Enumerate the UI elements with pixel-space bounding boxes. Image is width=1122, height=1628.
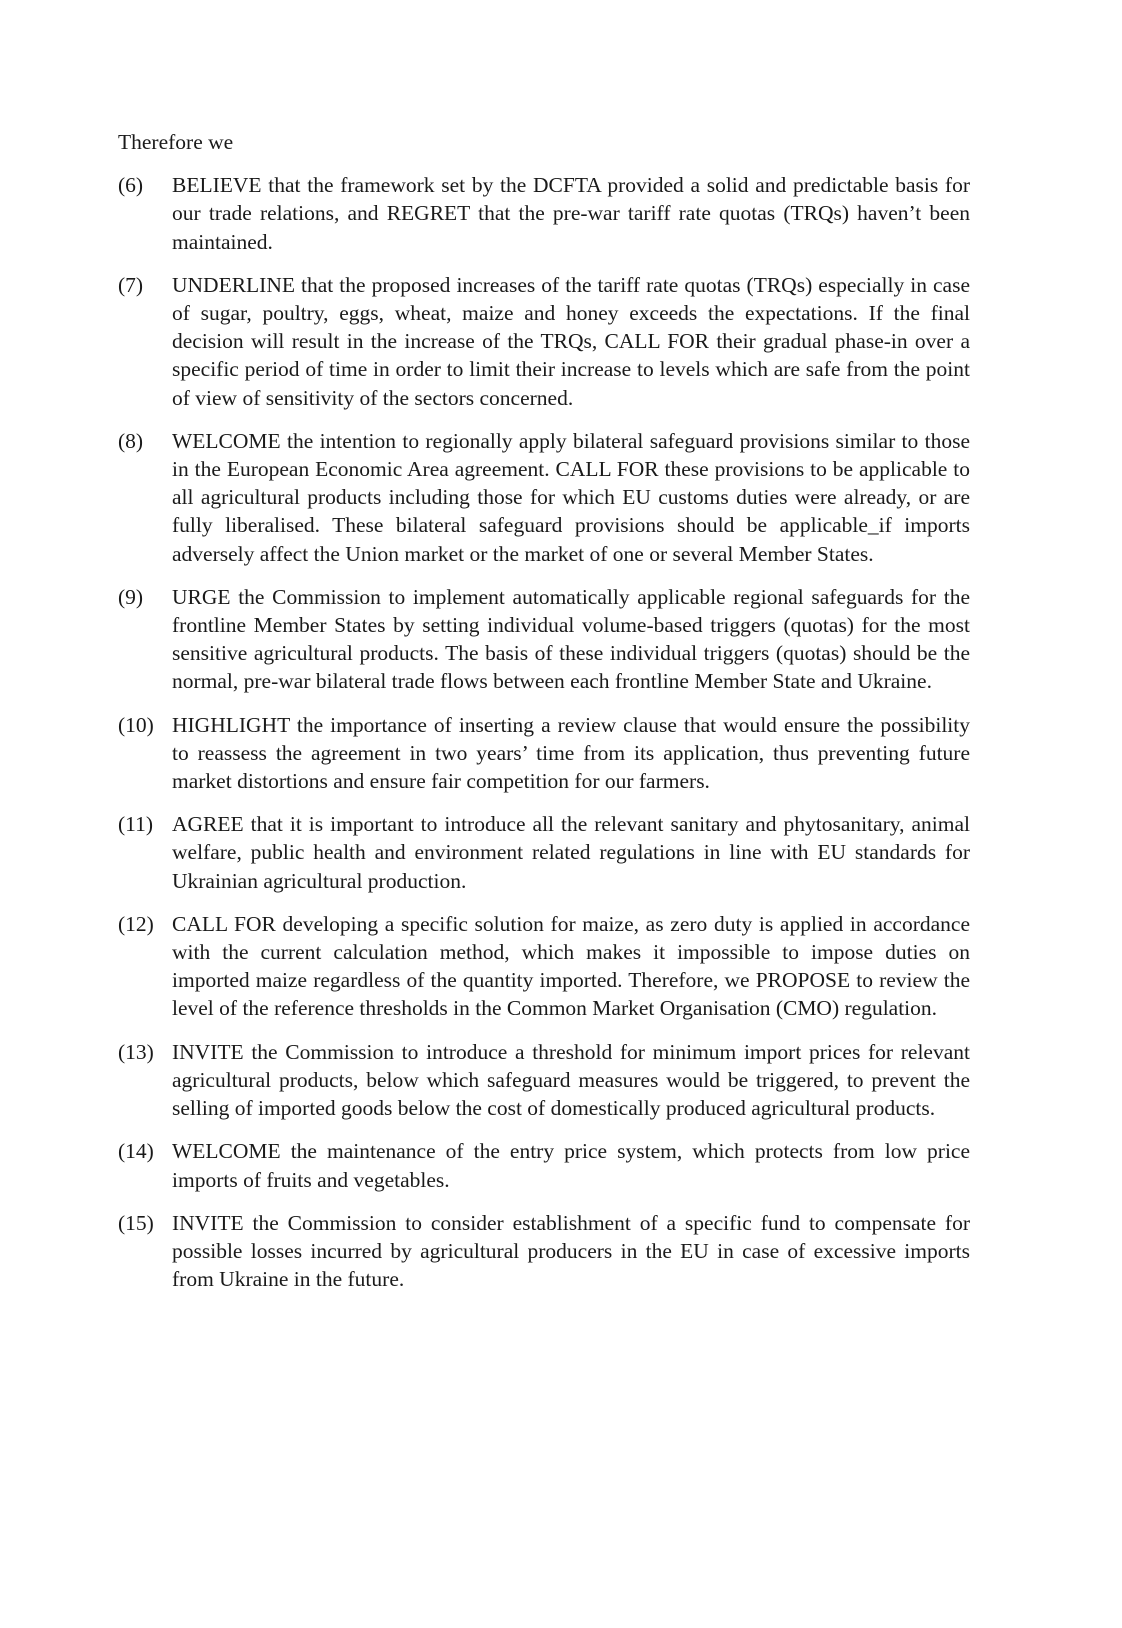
clause-text: INVITE the Commission to introduce a threshold for minimum import prices for relevant agricultural products, below which safeguard measures would be triggered, to prevent the selling of imported goods below the cost of domestically produced agricultural products. (172, 1039, 970, 1121)
clause-number: (7) (118, 272, 144, 297)
clause-number: (10) (118, 712, 154, 737)
clause-14 (118, 1137, 970, 1193)
document-page (118, 128, 970, 1308)
clause-8 (118, 427, 970, 568)
clause-13 (118, 1038, 970, 1123)
clause-number: (14) (118, 1139, 154, 1164)
clause-11 (118, 810, 970, 895)
clause-12 (118, 910, 970, 1023)
clause-text: WELCOME the maintenance of the entry price system, which protects from low price imports of fruits and vegetables. (172, 1139, 970, 1192)
clause-text: URGE the Commission to implement automatically applicable regional safeguards for the frontline Member States by setting individual volume-based triggers (quotas) for the most sensitive agricultural products. The basis of these individual triggers (quotas) should be the normal, pre-war bilateral trade flows between each frontline Member State and Ukraine. (172, 584, 970, 694)
clause-number: (9) (118, 584, 144, 609)
clause-text: WELCOME the intention to regionally apply bilateral safeguard provisions similar to those in the European Economic Area agreement. CALL FOR these provisions to be applicable to all agricultural products including those for which EU customs duties were already, or are fully liberalised. These bilateral safeguard provisions should be applicable_if imports adversely affect the Union market or the market of one or several Member States. (172, 428, 970, 566)
clause-text: UNDERLINE that the proposed increases of the tariff rate quotas (TRQs) especially in case of sugar, poultry, eggs, wheat, maize and honey exceeds the expectations. If the final decision will result in the increase of the TRQs, CALL FOR their gradual phase-in over a specific period of time in order to limit their increase to levels which are safe from the point of view of sensitivity of the sectors concerned. (172, 272, 970, 410)
clause-text: INVITE the Commission to consider establishment of a specific fund to compensate for possible losses incurred by agricultural producers in the EU in case of excessive imports from Ukraine in the future. (172, 1210, 970, 1292)
clause-7 (118, 271, 970, 412)
clause-number: (11) (118, 812, 154, 837)
clause-text: CALL FOR developing a specific solution for maize, as zero duty is applied in accordance with the current calculation method, which makes it impossible to impose duties on imported maize regardless of the quantity imported. Therefore, we PROPOSE to review the level of the reference thresholds in the Common Market Organisation (CMO) regulation. (172, 911, 970, 1021)
clause-9 (118, 583, 970, 696)
clause-number: (13) (118, 1039, 154, 1064)
clause-15 (118, 1209, 970, 1294)
clause-number: (6) (118, 173, 144, 198)
clause-6 (118, 171, 970, 256)
clause-text: BELIEVE that the framework set by the DCFTA provided a solid and predictable basis for our trade relations, and REGRET that the pre-war tariff rate quotas (TRQs) haven’t been maintained. (172, 173, 970, 254)
clause-number: (15) (118, 1210, 154, 1235)
clause-text: HIGHLIGHT the importance of inserting a review clause that would ensure the possibility to reassess the agreement in two years’ time from its application, thus preventing future market distortions and ensure fair competition for our farmers. (172, 712, 970, 794)
clause-number: (8) (118, 428, 144, 453)
clause-text: AGREE that it is important to introduce all the relevant sanitary and phytosanitary, animal welfare, public health and environment related regulations in line with EU standards for Ukrainian agricultural production. (172, 812, 970, 893)
intro-text: Therefore we (118, 130, 234, 154)
clause-10 (118, 711, 970, 796)
clause-number: (12) (118, 911, 154, 936)
